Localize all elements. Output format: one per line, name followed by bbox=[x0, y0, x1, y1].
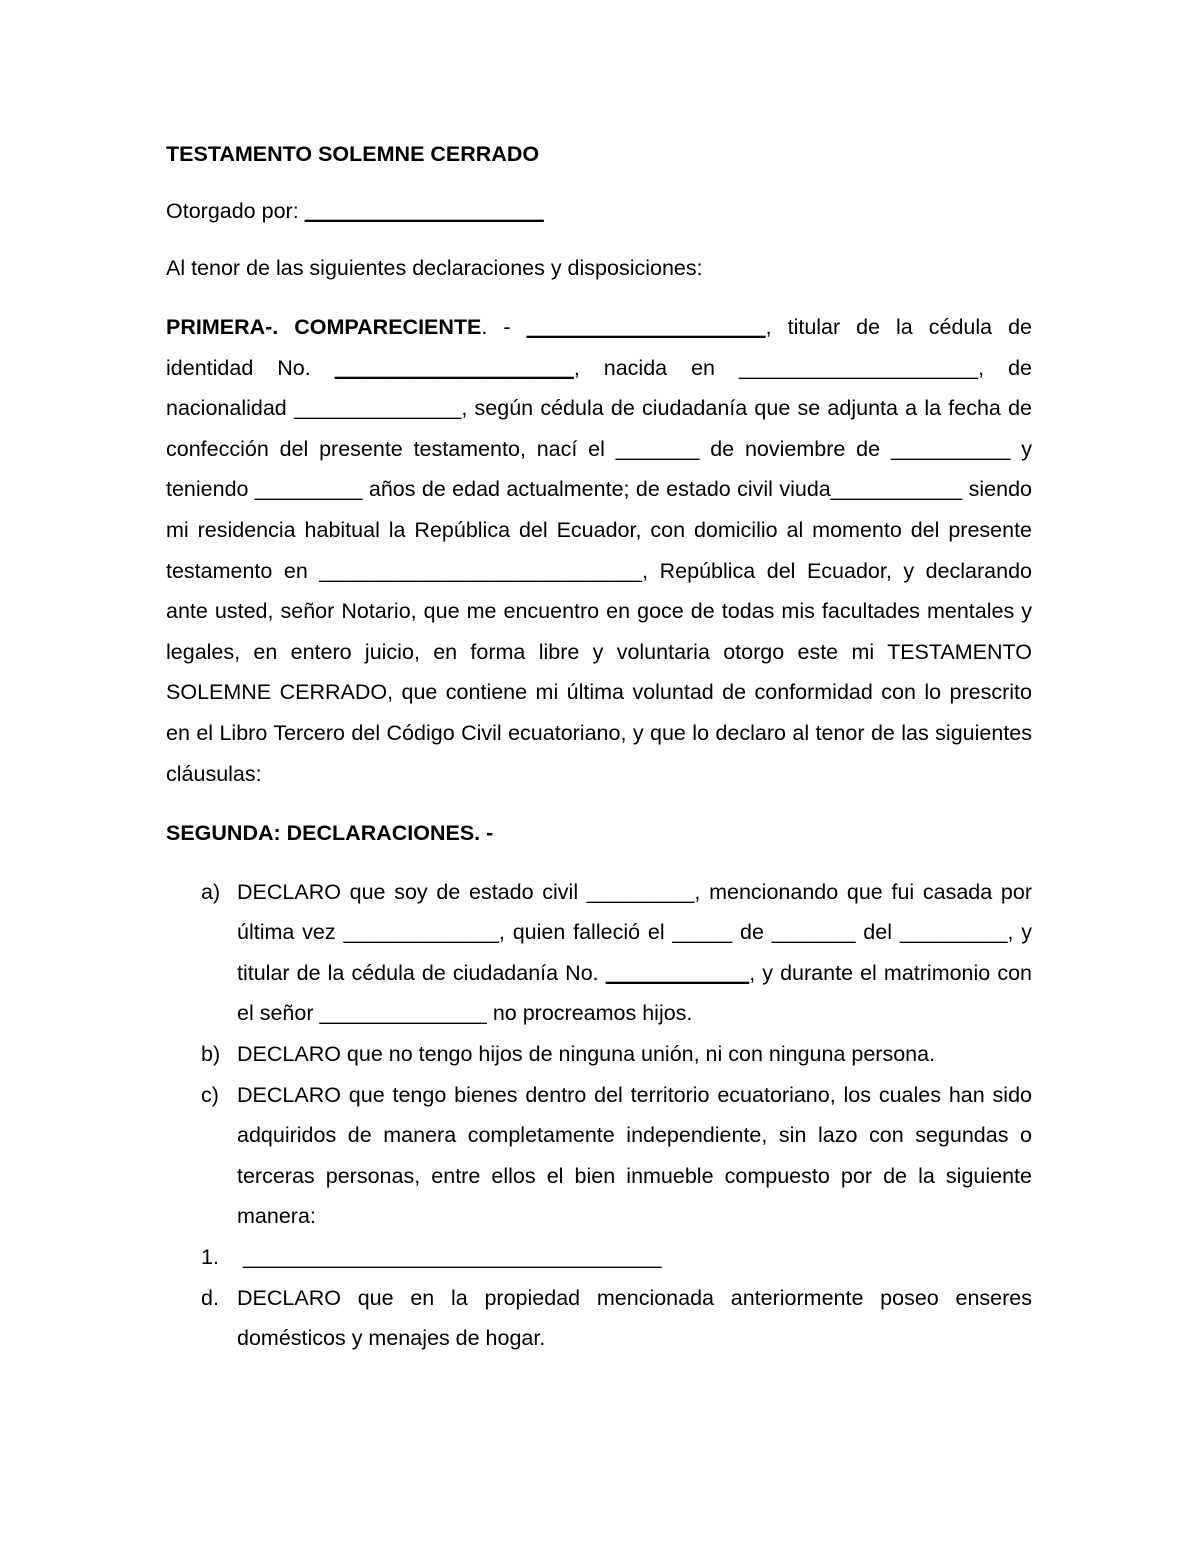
otorgado-line bbox=[166, 194, 1032, 228]
list-marker: b) bbox=[201, 1042, 221, 1066]
item-a-text-before: DECLARO que soy de estado civil _________, mencionando que fui casada por última vez _____________, quien falleció el _____ de _______ del _________, y titular de la cédula de ciudadanía No. bbox=[237, 879, 1032, 985]
otorgado-label: Otorgado por: bbox=[166, 199, 305, 223]
otorgado-blank: ____________________ bbox=[304, 199, 544, 223]
primera-text-2: , nacida en ____________________, de nacionalidad ______________, según cédula de ciudadanía que se adjunta a la fecha de confección del presente testamento, nací el _______ de noviembre de __________ y teniendo _________ años de edad actualmente; de estado civil viuda___________ siendo mi residencia habitual la República del Ecuador, con domicilio al momento del presente testamento en ___________________________, República del Ecuador, y declarando ante usted, señor Notario, que me encuentro en goce de todas mis facultades mentales y legales, en entero juicio, en forma libre y voluntaria otorgo este mi TESTAMENTO SOLEMNE CERRADO, que contiene mi última voluntad de conformidad con lo prescrito en el Libro Tercero del Código Civil ecuatoriano, y que lo declaro al tenor de las siguientes cláusulas: bbox=[166, 355, 1032, 786]
list-item bbox=[166, 1034, 1032, 1075]
item-a-id-blank: ____________ bbox=[605, 960, 750, 985]
document-body bbox=[166, 137, 1032, 1359]
list-item-text: ___________________________________ bbox=[243, 1244, 662, 1269]
list-item-text bbox=[237, 872, 1032, 1034]
list-item bbox=[166, 872, 1032, 1034]
list-marker: c) bbox=[201, 1082, 219, 1107]
clause-primera bbox=[166, 307, 1032, 794]
list-item bbox=[166, 1237, 1032, 1278]
list-marker: d. bbox=[201, 1285, 219, 1310]
list-marker: 1. bbox=[201, 1244, 219, 1269]
list-marker: a) bbox=[201, 879, 221, 904]
primera-name-blank: ____________________ bbox=[526, 315, 766, 339]
list-item-text: DECLARO que tengo bienes dentro del territorio ecuatoriano, los cuales han sido adquiridos de manera completamente independiente, sin lazo con segundas o terceras personas, entre ellos el bien inmueble compuesto por de la siguiente manera: bbox=[237, 1082, 1032, 1229]
declarations-list bbox=[166, 872, 1032, 1359]
list-item-text: DECLARO que en la propiedad mencionada anteriormente poseo enseres domésticos y menajes de hogar. bbox=[237, 1285, 1032, 1351]
primera-text-1: , titular de la cédula de identidad No. bbox=[166, 315, 1032, 380]
list-item-text: DECLARO que no tengo hijos de ninguna unión, ni con ninguna persona. bbox=[237, 1042, 936, 1066]
segunda-heading: SEGUNDA: DECLARACIONES. - bbox=[166, 820, 494, 845]
primera-heading: PRIMERA-. COMPARECIENTE bbox=[166, 315, 482, 339]
primera-separator: . - bbox=[481, 315, 527, 339]
document-title: TESTAMENTO SOLEMNE CERRADO bbox=[166, 142, 540, 166]
item-a-text-after: , y durante el matrimonio con el señor ______________ no procreamos hijos. bbox=[237, 960, 1032, 1026]
tenor-line: Al tenor de las siguientes declaraciones y disposiciones: bbox=[166, 256, 703, 280]
list-item bbox=[166, 1278, 1032, 1359]
list-item bbox=[166, 1075, 1032, 1237]
primera-id-blank: ____________________ bbox=[334, 355, 574, 380]
